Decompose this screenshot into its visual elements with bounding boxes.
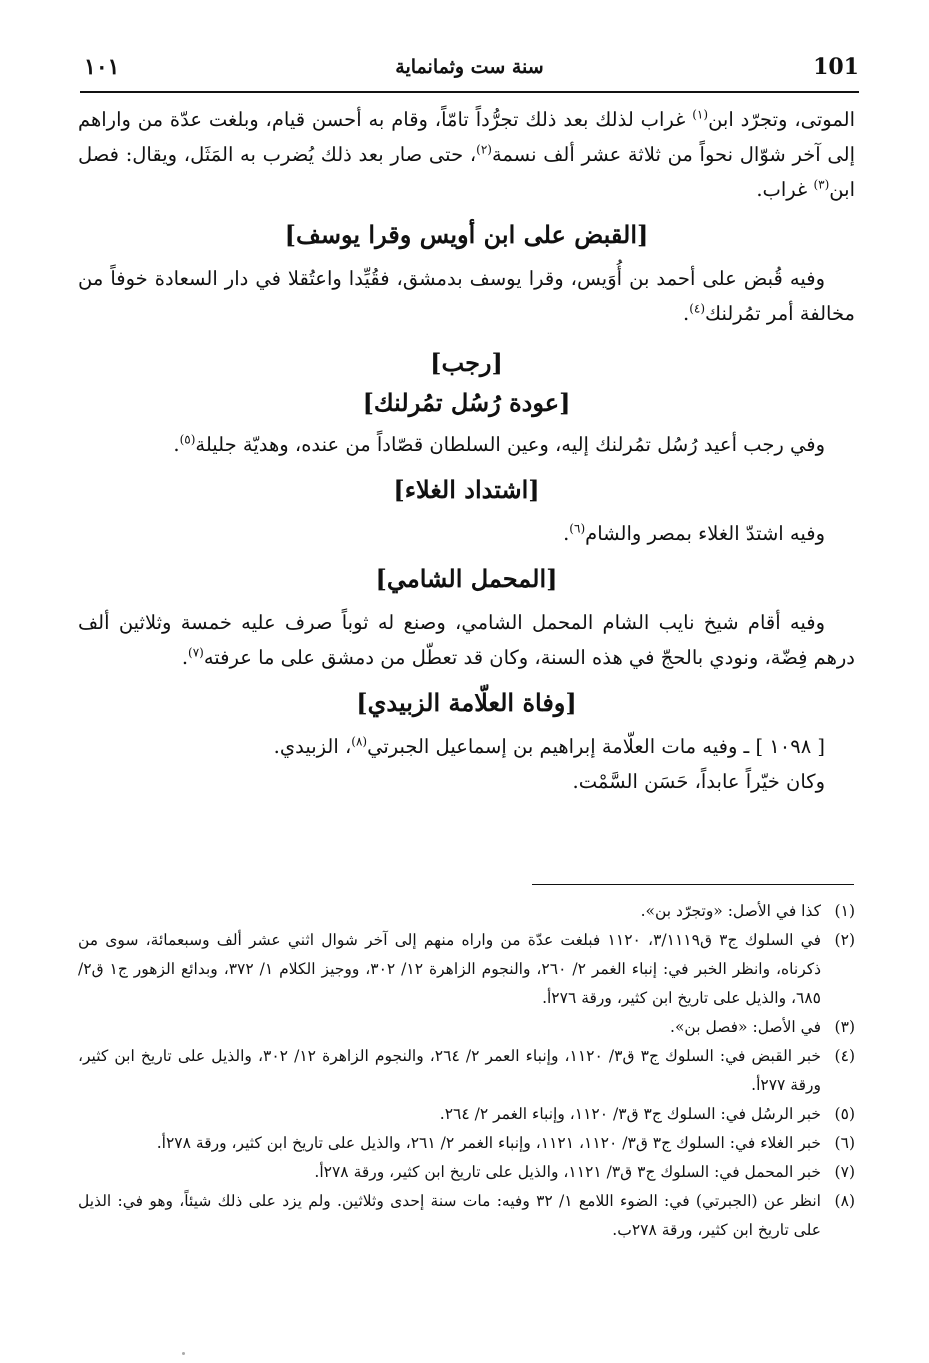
footnote-ref: (٧) bbox=[188, 645, 204, 660]
footnote-text: خبر المحمل في: السلوك ج٣ ق٣/ ١١٢١، والذيل على تاريخ ابن كثير، ورقة ٢٧٨أ. bbox=[314, 1163, 821, 1181]
section-heading: [اشتداد الغلاء] bbox=[393, 475, 540, 504]
footnote-ref: (٢) bbox=[476, 142, 492, 157]
footnote-separator bbox=[532, 884, 854, 885]
text-run: ، الزبيدي. bbox=[273, 735, 352, 758]
section-heading: [عودة رُسُل تمُرلنك] bbox=[362, 388, 571, 417]
footnote bbox=[78, 1158, 855, 1187]
text-run: غراب. bbox=[756, 178, 814, 201]
text-run: . bbox=[563, 522, 570, 545]
month-heading: [رجب] bbox=[430, 348, 503, 377]
footnote-text: خبر الرسُل في: السلوك ج٣ ق٣/ ١١٢٠، وإنباء الغمر ٢/ ٢٦٤. bbox=[439, 1105, 821, 1123]
scan-speck bbox=[182, 1352, 185, 1355]
header-rule bbox=[80, 91, 859, 93]
text-run: . bbox=[173, 433, 180, 456]
footnote bbox=[78, 897, 855, 926]
footnote-number: (١) bbox=[834, 902, 855, 920]
footnote-ref: (٨) bbox=[351, 734, 368, 749]
footnote-number: (٨) bbox=[834, 1192, 855, 1210]
footnotes bbox=[78, 897, 855, 1245]
section-heading: [القبض على ابن أويس وقرا يوسف] bbox=[284, 220, 649, 249]
footnote-ref: (٦) bbox=[569, 521, 586, 536]
footnote bbox=[78, 1042, 855, 1100]
main-text bbox=[78, 102, 855, 799]
text-run: وفيه اشتدّ الغلاء بمصر والشام bbox=[585, 522, 825, 545]
text-run: . bbox=[181, 646, 189, 669]
running-title: سنة ست وثمانماية bbox=[395, 56, 544, 78]
text-run: الموتى، وتجرّد ابن bbox=[708, 108, 856, 131]
paragraph bbox=[78, 427, 855, 462]
footnote-number: (٧) bbox=[834, 1163, 855, 1181]
page-number-latin: 101 bbox=[813, 54, 859, 80]
footnote bbox=[78, 1187, 855, 1245]
footnote bbox=[78, 926, 855, 1013]
paragraph bbox=[78, 729, 855, 764]
footnote-number: (٣) bbox=[834, 1018, 855, 1036]
section-heading: [وفاة العلّامة الزبيدي] bbox=[356, 688, 577, 717]
footnote-text: في الأصل: «فصل بن». bbox=[670, 1018, 821, 1036]
footnote-number: (٦) bbox=[834, 1134, 855, 1152]
footnote-ref: (٣) bbox=[813, 177, 830, 192]
footnote-number: (٢) bbox=[834, 931, 855, 949]
page-number-arabic: ١٠١ bbox=[84, 54, 120, 80]
footnote-text: في السلوك ج٣ ق٣/١١١٩، ١١٢٠ فبلغت عدّة من واراه منهم إلى آخر شوال اثني عشر ألف وسبعمائة، سوى من ذكرناه، وانظر الخبر في: إنباء الغمر ٢/ ٢٦٠، والنجوم الزاهرة ١٢/ ٣٠٢، ووجيز الكلام ١/ ٣٧٢، وبدائع الزهور ج١ ق٢/ ٦٨٥، والذيل على تاريخ ابن كثير، ورقة ٢٧٦أ. bbox=[78, 931, 822, 1007]
footnote bbox=[78, 1013, 855, 1042]
paragraph bbox=[78, 605, 855, 675]
text-run: وفي رجب أعيد رُسُل تمُرلنك إليه، وعين السلطان قصّاداً من عنده، وهديّة جليلة bbox=[195, 433, 825, 456]
paragraph bbox=[78, 102, 855, 207]
footnote-number: (٤) bbox=[834, 1047, 855, 1065]
text-run: ، حتى صار بعد ذلك يُضرب به المَثَل، ويقال: فصل ابن bbox=[78, 143, 855, 201]
paragraph: وكان خيّراً عابداً، حَسَن السَّمْت. bbox=[572, 770, 825, 793]
footnote-text: كذا في الأصل: «وتجرّد بن». bbox=[640, 902, 821, 920]
text-run: وفيه قُبض على أحمد بن أُوَيس، وقرا يوسف بدمشق، فقُيِّدا واعتُقلا في دار السعادة خوفاً من مخالفة أمر تمُرلنك bbox=[78, 267, 855, 325]
footnote-number: (٥) bbox=[834, 1105, 855, 1123]
footnote-ref: (٥) bbox=[179, 432, 196, 447]
footnote bbox=[78, 1100, 855, 1129]
text-run: غراب لذلك بعد ذلك تجرُّداً تامّاً، وقام به أحسن قيام، وبلغت عدّة من واراهم إلى آخر شوّال نحواً من ثلاثة عشر ألف نسمة bbox=[78, 108, 856, 166]
paragraph bbox=[78, 516, 855, 551]
text-run: . bbox=[682, 302, 690, 325]
footnote-text: انظر عن (الجبرتي) في: الضوء اللامع ١/ ٣٢ وفيه: مات سنة إحدى وثلاثين. ولم يزد على ذلك شيئاً، وهو في: الذيل على تاريخ ابن كثير، ورقة ٢٧٨ب. bbox=[78, 1192, 821, 1239]
footnote-text: خبر القبض في: السلوك ج٣ ق٣/ ١١٢٠، وإنباء العمر ٢/ ٢٦٤، والنجوم الزاهرة ١٢/ ٣٠٢، والذيل على تاريخ ابن كثير، ورقة ٢٧٧أ. bbox=[78, 1047, 821, 1094]
footnote-ref: (١) bbox=[692, 107, 709, 122]
text-run: وفيه أقام شيخ نايب الشام المحمل الشامي، وصنع له ثوباً صرف عليه خمسة وثلاثين ألف درهم فِضّة، ونودي بالحجّ في هذه السنة، وكان قد تعطّل من دمشق على ما عرفته bbox=[78, 611, 855, 669]
section-heading: [المحمل الشامي] bbox=[375, 564, 558, 593]
footnote bbox=[78, 1129, 855, 1158]
paragraph bbox=[78, 261, 855, 331]
text-run: [ ١٠٩٨ ] ـ وفيه مات العلّامة إبراهيم بن إسماعيل الجبرتي bbox=[367, 735, 825, 758]
footnote-text: خبر الغلاء في: السلوك ج٣ ق٣/ ١١٢٠، ١١٢١، وإنباء الغمر ٢/ ٢٦١، والذيل على تاريخ ابن كثير، ورقة ٢٧٨أ. bbox=[156, 1134, 821, 1152]
page-header bbox=[80, 50, 859, 90]
footnote-ref: (٤) bbox=[689, 301, 706, 316]
